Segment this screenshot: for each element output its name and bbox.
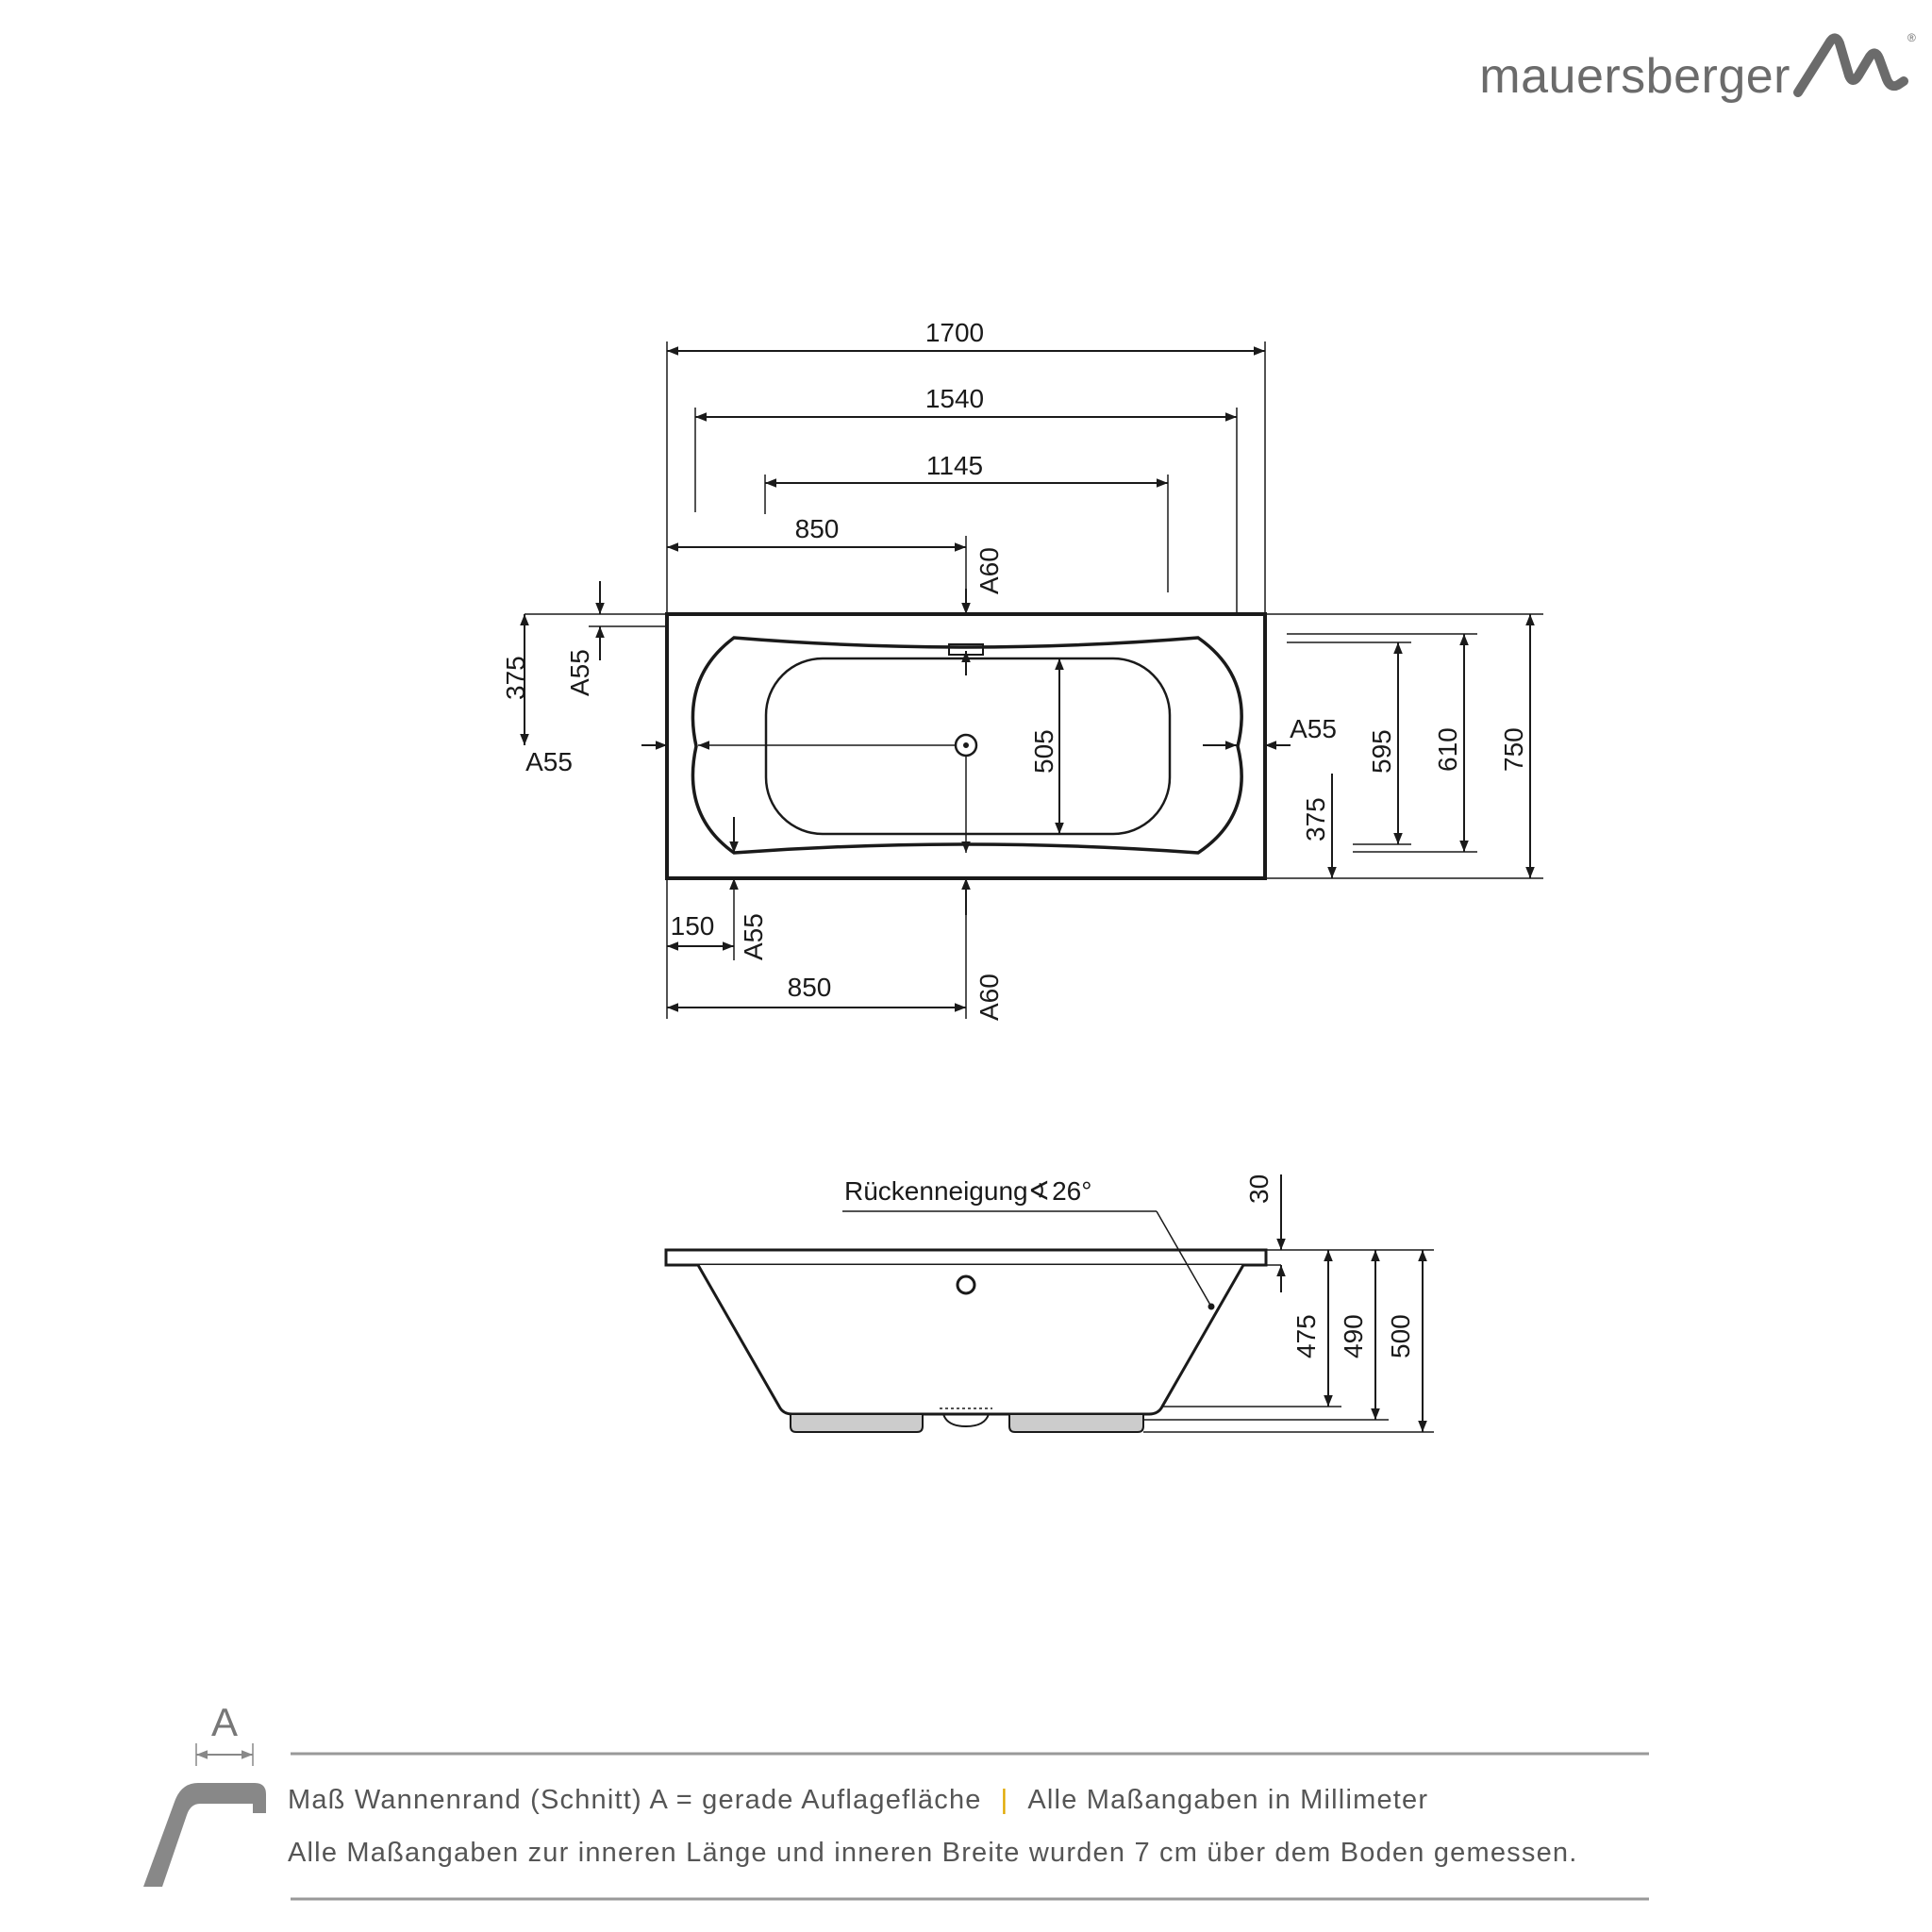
dim-a55-right: A55: [1290, 714, 1337, 743]
dim-850-top: 850: [794, 514, 840, 543]
brand-name: mauersberger: [1479, 49, 1790, 104]
back-slope-angle: 26°: [1052, 1176, 1092, 1206]
dim-150: 150: [670, 911, 715, 941]
drain-center: [964, 743, 969, 748]
dim-750: 750: [1499, 727, 1528, 772]
angle-icon: ∢: [1027, 1176, 1051, 1206]
legend-line-1: [288, 1785, 1428, 1815]
brand-m-mark-icon: [1798, 38, 1904, 92]
dim-a55-left-top: A55: [565, 649, 594, 696]
dim-a55-left: A55: [525, 747, 573, 776]
section-foot-left: [791, 1414, 923, 1432]
dim-30: 30: [1244, 1174, 1274, 1204]
dim-375-left: 375: [501, 656, 530, 700]
legend-line-2: Alle Maßangaben zur inneren Länge und inneren Breite wurden 7 cm über dem Boden gemessen.: [288, 1838, 1578, 1868]
section-foot-right: [1009, 1414, 1143, 1432]
dim-475: 475: [1291, 1314, 1321, 1358]
rim-profile-icon: [143, 1783, 266, 1887]
section-view: [666, 1174, 1434, 1432]
brand-logo: [1479, 31, 1916, 104]
dim-1540: 1540: [924, 384, 985, 413]
registered-mark: ®: [1907, 31, 1916, 44]
dim-490: 490: [1339, 1314, 1368, 1358]
dim-500: 500: [1386, 1314, 1415, 1358]
rim-marker-letter: A: [210, 1700, 239, 1744]
section-drain-trap: [943, 1414, 989, 1426]
legend-units-note: Alle Maßangaben in Millimeter: [1027, 1785, 1429, 1815]
legend-rim-note: Maß Wannenrand (Schnitt) A = gerade Auflagefläche: [288, 1785, 982, 1815]
dim-505: 505: [1029, 729, 1058, 774]
dim-375-right: 375: [1301, 797, 1330, 841]
plan-view-labels: [501, 318, 1528, 1021]
dim-a60-bottom: A60: [974, 974, 1004, 1021]
dim-595: 595: [1367, 729, 1396, 774]
dim-1700: 1700: [924, 318, 985, 347]
section-body: [698, 1265, 1243, 1414]
legend: [143, 1700, 1649, 1899]
dim-610: 610: [1433, 727, 1462, 772]
section-rim: [666, 1250, 1266, 1265]
back-slope-text: Rückenneigung: [844, 1176, 1028, 1206]
dim-850-bottom: 850: [787, 973, 832, 1002]
dim-a60-top: A60: [974, 547, 1004, 594]
back-slope-label: [844, 1176, 1091, 1206]
dim-1145: 1145: [925, 451, 984, 480]
dim-a55-bottom: A55: [739, 913, 768, 960]
legend-separator: |: [1000, 1785, 1009, 1815]
